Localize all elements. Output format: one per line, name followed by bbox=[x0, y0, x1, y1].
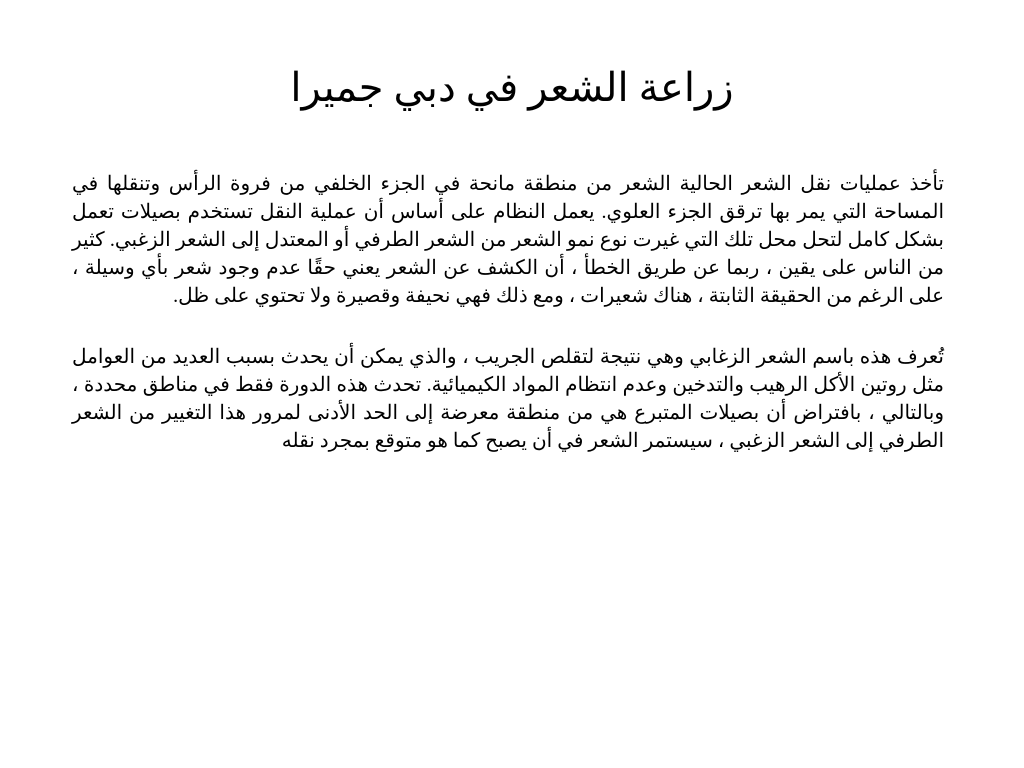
paragraph-2: تُعرف هذه باسم الشعر الزغابي وهي نتيجة لتقلص الجريب ، والذي يمكن أن يحدث بسبب العديد من العوامل مثل روتين الأكل الرهيب والتدخين وعدم انتظام المواد الكيميائية. تحدث هذه الدورة فقط في مناطق محددة ، وبالتالي ، بافتراض أن بصيلات المتبرع هي من منطقة معرضة إلى الحد الأدنى لمرور هذا التغيير من الشعر الطرفي إلى الشعر الزغبي ، سيستمر الشعر في أن يصبح كما هو متوقع بمجرد نقله bbox=[72, 346, 944, 452]
slide-body bbox=[72, 170, 944, 488]
slide-title: زراعة الشعر في دبي جميرا bbox=[290, 65, 734, 110]
paragraph-1: تأخذ عمليات نقل الشعر الحالية الشعر من منطقة مانحة في الجزء الخلفي من فروة الرأس وتنقلها في المساحة التي يمر بها ترقق الجزء العلوي. يعمل النظام على أساس أن عملية النقل تستخدم بصيلات تعمل بشكل كامل لتحل محل تلك التي غيرت نوع نمو الشعر من الشعر الطرفي أو المعتدل إلى الشعر الزغبي. كثير من الناس على يقين ، ربما عن طريق الخطأ ، أن الكشف عن الشعر يعني حقًا عدم وجود شعر بأي وسيلة ، على الرغم من الحقيقة الثابتة ، هناك شعيرات ، ومع ذلك فهي نحيفة وقصيرة ولا تحتوي على ظل. bbox=[72, 173, 944, 307]
